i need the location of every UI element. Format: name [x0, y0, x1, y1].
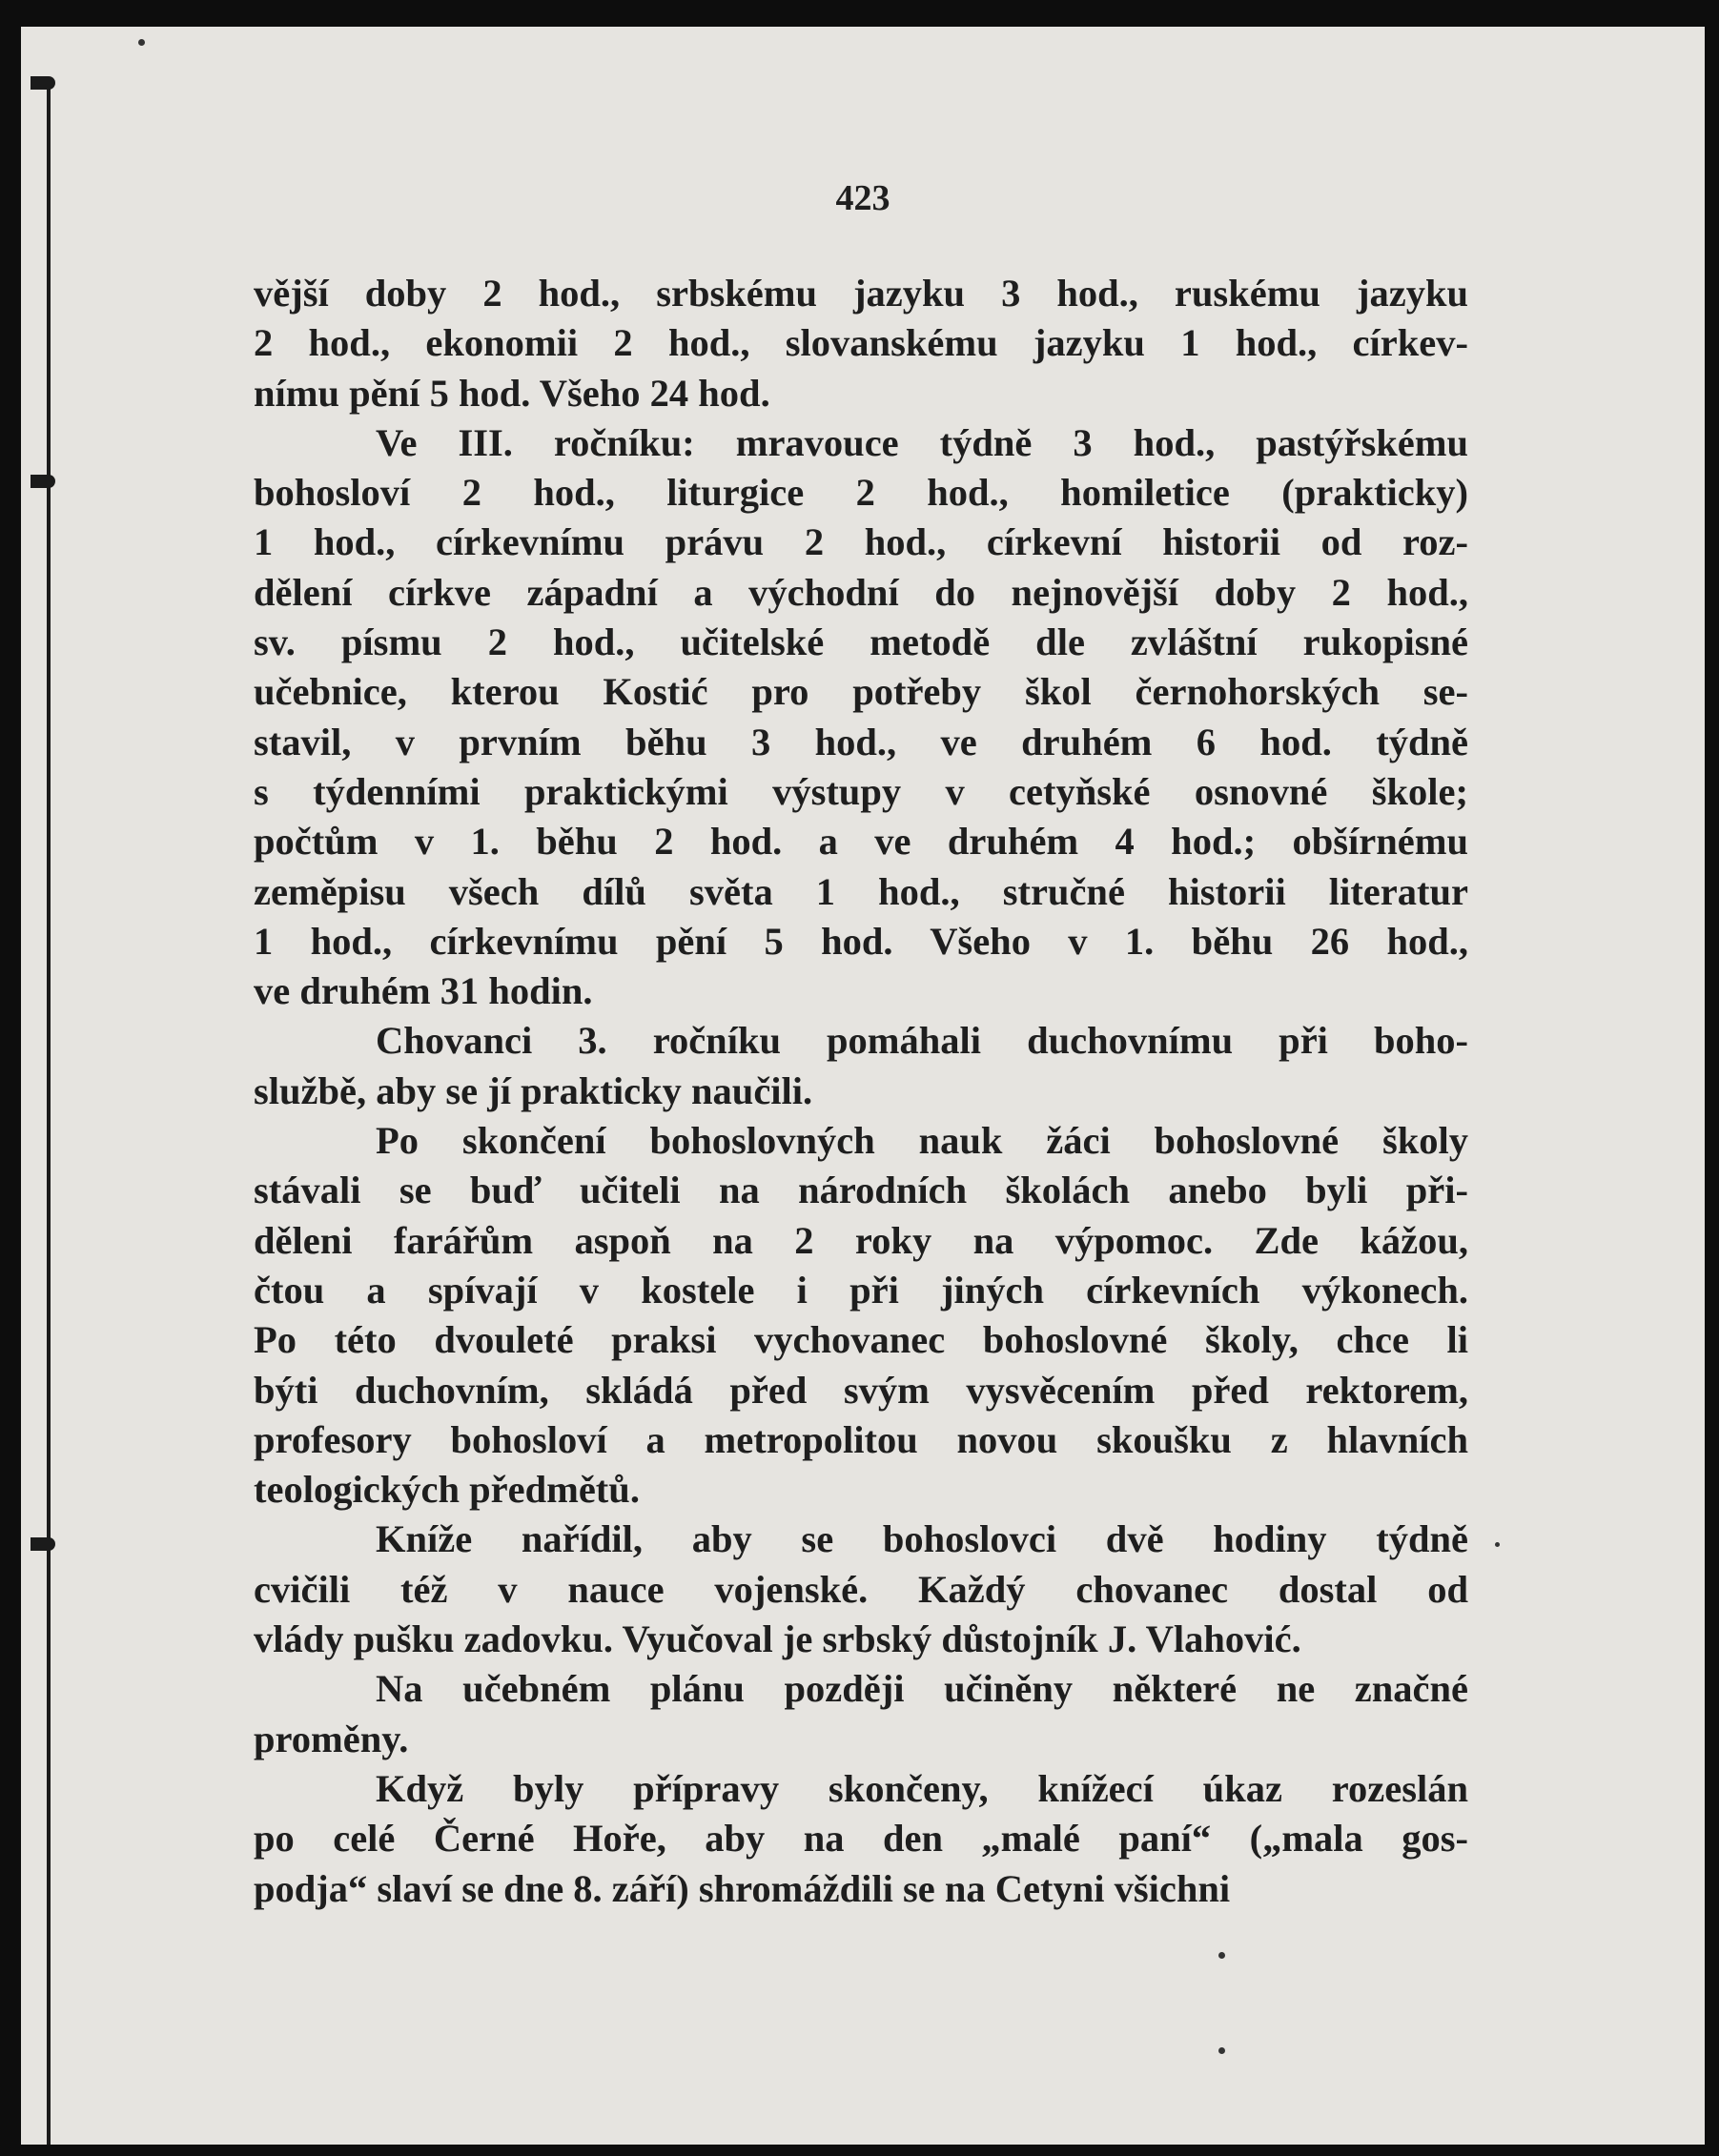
text-line: býti duchovním, skládá před svým vysvěcením před rektorem, — [254, 1368, 1468, 1412]
body-text — [254, 269, 1468, 1914]
text-line: Po této dvouleté praksi vychovanec bohoslovné školy, chce li — [254, 1318, 1468, 1362]
binding-edge — [47, 84, 51, 2145]
text-line: učebnice, kterou Kostić pro potřeby škol černohorských se- — [254, 670, 1468, 714]
text-line: počtům v 1. běhu 2 hod. a ve druhém 4 hod.; obšírnému — [254, 820, 1468, 864]
paragraph — [254, 1515, 1468, 1664]
paragraph — [254, 1764, 1468, 1914]
text-line: po celé Černé Hoře, aby na den „malé paní“ („mala gos- — [254, 1817, 1468, 1861]
text-line: stavil, v prvním běhu 3 hod., ve druhém 6 hod. týdně — [254, 720, 1468, 763]
text-line: s týdenními praktickými výstupy v cetyňské osnovné škole; — [254, 769, 1468, 813]
page-number: 423 — [835, 178, 890, 218]
text-line: bohosloví 2 hod., liturgice 2 hod., homiletice (prakticky) — [254, 471, 1468, 515]
text-line: dělení církve západní a východní do nejnovější doby 2 hod., — [254, 570, 1468, 614]
text-line: stávali se buď učiteli na národních školách anebo byli při- — [254, 1169, 1468, 1212]
text-line: profesory bohosloví a metropolitou novou skoušku z hlavních — [254, 1417, 1468, 1461]
text-line: čtou a spívají v kostele i při jiných církevních výkonech. — [254, 1268, 1468, 1312]
text-line: děleni farářům aspoň na 2 roky na výpomoc. Zde kážou, — [254, 1218, 1468, 1262]
ink-speck — [1218, 2047, 1225, 2054]
text-line: Kníže nařídil, aby se bohoslovci dvě hodiny týdně — [376, 1517, 1468, 1561]
paragraph — [254, 269, 1468, 418]
text-line: 2 hod., ekonomii 2 hod., slovanskému jazyku 1 hod., církev- — [254, 321, 1468, 365]
ink-speck — [138, 39, 145, 46]
text-line: ve druhém 31 hodin. — [254, 969, 593, 1013]
ink-speck — [1218, 1952, 1225, 1959]
paragraph — [254, 1664, 1468, 1764]
text-line: cvičili též v nauce vojenské. Každý chovanec dostal od — [254, 1567, 1468, 1611]
text-line: sv. písmu 2 hod., učitelské metodě dle zvláštní rukopisné — [254, 620, 1468, 664]
binding-mark — [31, 475, 55, 488]
text-line: Chovanci 3. ročníku pomáhali duchovnímu při boho- — [376, 1019, 1468, 1063]
text-line: zeměpisu všech dílů světa 1 hod., stručné historii literatur — [254, 869, 1468, 913]
text-line: Na učebném plánu později učiněny některé ne značné — [376, 1667, 1468, 1711]
paragraph — [254, 1016, 1468, 1116]
paragraph — [254, 1116, 1468, 1515]
binding-mark — [31, 76, 55, 90]
ink-speck — [1495, 1542, 1500, 1547]
text-line: nímu pění 5 hod. Všeho 24 hod. — [254, 371, 770, 415]
text-line: Po skončení bohoslovných nauk žáci bohoslovné školy — [376, 1119, 1468, 1163]
book-page — [21, 27, 1705, 2145]
text-line: Ve III. ročníku: mravouce týdně 3 hod., pastýřskému — [376, 420, 1468, 464]
text-line: službě, aby se jí prakticky naučili. — [254, 1068, 813, 1112]
text-line: vlády pušku zadovku. Vyučoval je srbský důstojník J. Vlahović. — [254, 1617, 1301, 1661]
text-line: 1 hod., církevnímu pění 5 hod. Všeho v 1. běhu 26 hod., — [254, 919, 1468, 963]
text-line: 1 hod., církevnímu právu 2 hod., církevní historii od roz- — [254, 520, 1468, 564]
text-line: podja“ slaví se dne 8. září) shromáždili se na Cetyni všichni — [254, 1866, 1231, 1910]
text-line: vější doby 2 hod., srbskému jazyku 3 hod., ruskému jazyku — [254, 272, 1468, 315]
text-line: teologických předmětů. — [254, 1468, 640, 1512]
text-line: proměny. — [254, 1717, 409, 1760]
binding-mark — [31, 1537, 55, 1551]
paragraph — [254, 418, 1468, 1017]
text-line: Když byly přípravy skončeny, knížecí úkaz rozeslán — [376, 1766, 1468, 1810]
